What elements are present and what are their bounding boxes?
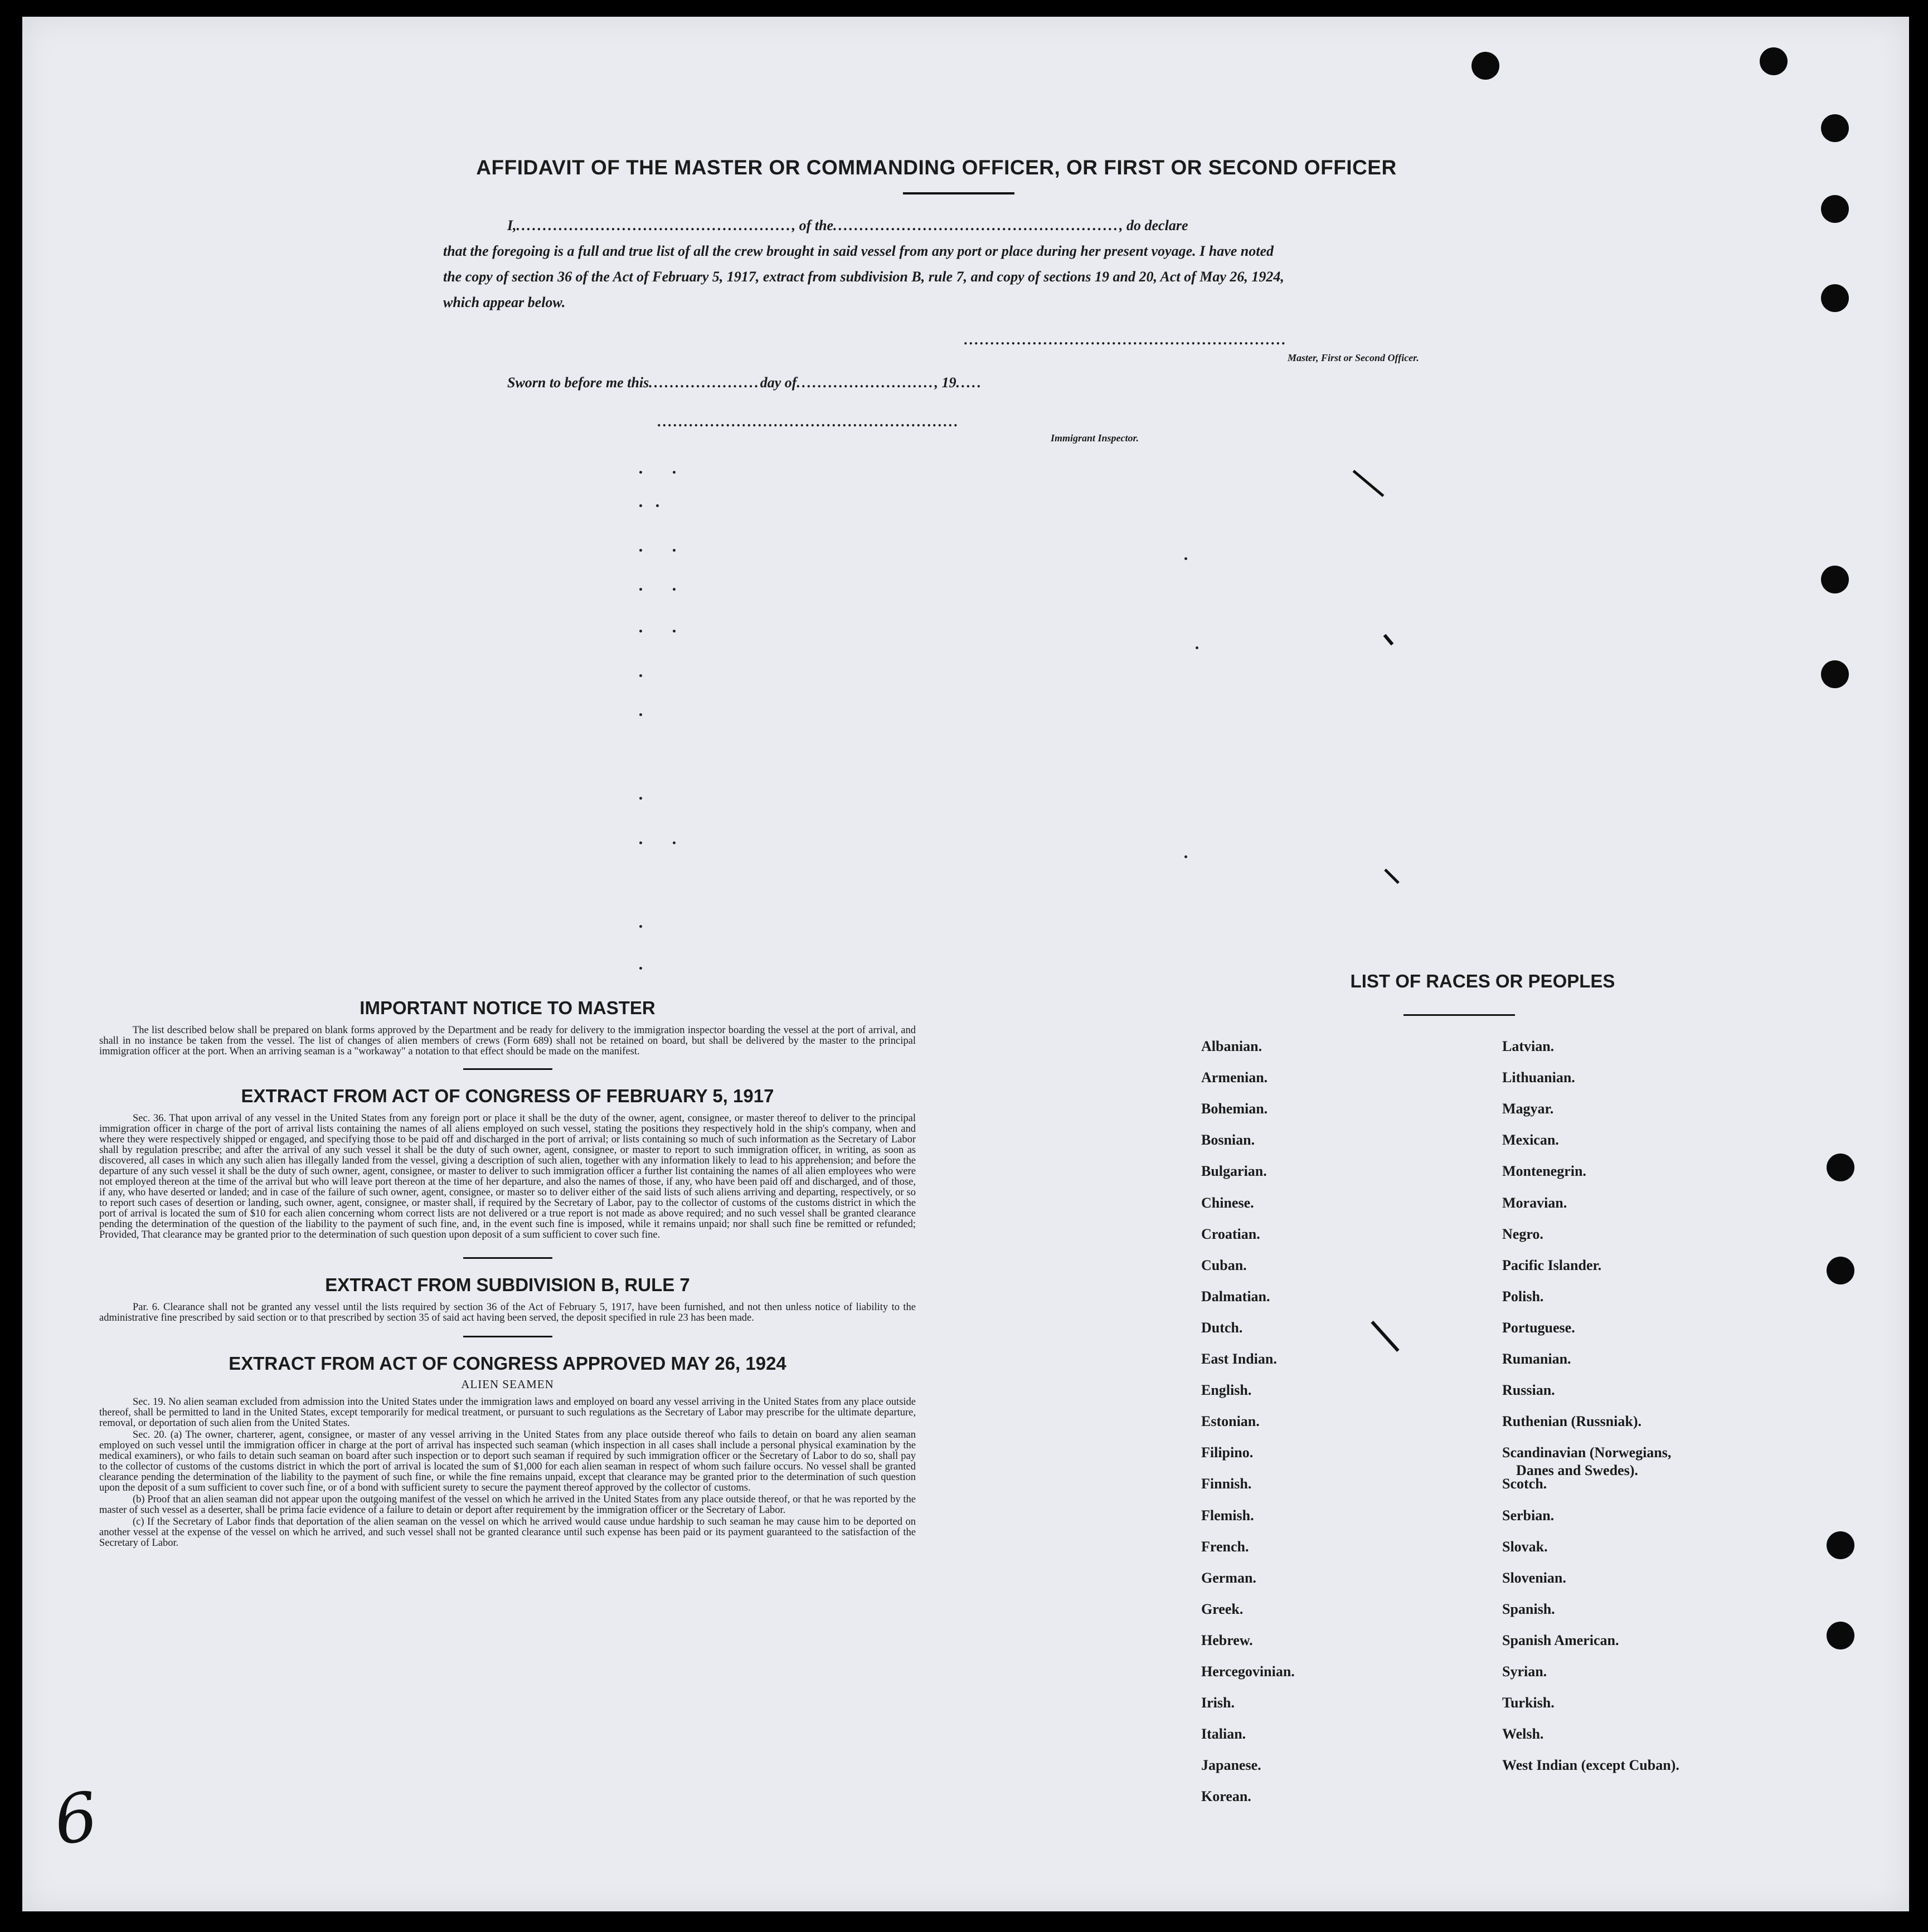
race-item: Flemish. [1201,1507,1254,1524]
race-item: Serbian. [1502,1507,1555,1524]
scan-speck [1184,557,1187,560]
scan-speck [639,674,642,677]
notice-body: The list described below shall be prepared on blank forms approved by the Department and be ready for delivery to the immigration inspector boarding the vessel at the port of arrival, and shall in no instance be taken from the vessel. The list of changes of alien members of crews (Form 689) shall not be retained on board, but shall be delivered by the master to the principal immigration officer at the port. When an arriving seaman is a "workaway" a notation to that effect should be made on the manifest. [99,1025,916,1057]
sworn-day-blank[interactable]: ..................... [649,374,760,391]
scan-speck [639,713,642,716]
sworn-prefix: Sworn to before me this [507,374,649,391]
race-item: Bulgarian. [1201,1163,1267,1180]
race-item: Japanese. [1201,1757,1261,1774]
race-item: Filipino. [1201,1444,1254,1461]
scan-speck [673,841,676,844]
inspector-caption: Immigrant Inspector. [1051,432,1139,444]
punch-hole [1821,284,1849,312]
do-declare-label: , do declare [1119,217,1188,233]
punch-hole [1827,1154,1854,1181]
section-divider [463,1257,552,1259]
extract-rule7-title: EXTRACT FROM SUBDIVISION B, RULE 7 [325,1274,690,1295]
race-item: Chinese. [1201,1194,1254,1211]
race-item: German. [1201,1569,1256,1586]
race-item: Rumanian. [1502,1351,1571,1367]
sec20c-body: (c) If the Secretary of Labor finds that deportation of the alien seaman on the vessel on which he arrived would cause undue hardship to such seaman he may cause him to be deported on another vessel at the expense of the vessel on which he arrived, and such vessel shall not be granted clearance until such expense has been paid or its payment guaranteed to the satisfaction of the Secretary of Labor. [99,1516,916,1549]
punch-hole [1827,1622,1854,1649]
punch-hole [1821,195,1849,223]
race-item: Welsh. [1502,1726,1544,1743]
scan-speck [673,471,676,474]
race-item: Mexican. [1502,1132,1559,1149]
race-item: Albanian. [1201,1038,1262,1054]
affidavit-title: AFFIDAVIT OF THE MASTER OR COMMANDING OFFICER, OR FIRST OR SECOND OFFICER [476,156,1397,179]
race-item: Hebrew. [1201,1632,1253,1648]
inspector-signature-line[interactable]: ......................................................... [658,413,960,430]
year-label: , 19 [934,374,956,391]
scan-speck [656,504,659,507]
race-item: Armenian. [1201,1069,1268,1086]
scan-speck [639,925,642,928]
race-item: Portuguese. [1502,1319,1575,1336]
race-item: Dalmatian. [1201,1288,1270,1305]
race-item: Russian. [1502,1382,1555,1399]
race-item: Croatian. [1201,1225,1260,1242]
name-blank[interactable]: .................................................... [516,217,792,233]
race-item: Spanish American. [1502,1632,1619,1648]
race-item: Latvian. [1502,1038,1555,1054]
section-divider [463,1336,552,1337]
race-item: French. [1201,1538,1249,1555]
race-item: Pacific Islander. [1502,1257,1602,1273]
race-item: Ruthenian (Russniak). [1502,1413,1642,1430]
race-item: Italian. [1201,1726,1246,1743]
title-divider [903,192,1014,194]
sworn-line [507,374,983,391]
race-item: Korean. [1201,1788,1251,1805]
extract-rule7-body: Par. 6. Clearance shall not be granted any vessel until the lists required by section 36 of the Act of February 5, 1917, have been furnished, and not then unless notice of liability to the administrative fine prescribed by said section or to that prescribed by section 35 of said act having been served, the deposit specified in rule 23 has been made. [99,1302,916,1323]
scan-speck [639,797,642,800]
master-signature-line[interactable]: ............................................................. [964,332,1288,348]
race-item: Turkish. [1502,1695,1555,1711]
scan-speck [639,841,642,844]
declaration-line-4: which appear below. [443,294,566,310]
race-item: Scandinavian (Norwegians, [1502,1444,1672,1461]
race-item: Magyar. [1502,1101,1554,1117]
scan-speck [673,588,676,591]
pen-tick [1353,470,1385,497]
race-item: Slovak. [1502,1538,1548,1555]
scan-speck [1184,855,1187,858]
race-item: West Indian (except Cuban). [1502,1757,1679,1774]
race-item: Syrian. [1502,1663,1547,1680]
sworn-year-blank[interactable]: ..... [956,374,983,391]
sec19-body: Sec. 19. No alien seaman excluded from admission into the United States under the immigration laws and employed on board any vessel arriving in the United States from any place outside thereof, shall be permitted to land in the United States, except temporarily for medical treatment, or pursuant to such regulations as the Secretary of Labor may prescribe for the ultimate departure, removal, or deportation of such alien from the United States. [99,1396,916,1429]
races-title-divider [1403,1014,1515,1016]
handwritten-mark: 6 [49,1778,103,1861]
scan-speck [639,630,642,632]
sec20a-body: Sec. 20. (a) The owner, charterer, agent, consignee, or master of any vessel arriving in the United States from any place outside thereof who fails to detain on board any alien seaman employed on such vessel until the immigration officer in charge at the port of arrival has inspected such seaman (which inspection in all cases shall include a personal physical examination by the medical examiners), or who fails to detain such seaman on board after such inspection or to deport such seaman if required by such immigration officer or the Secretary of Labor to do so, shall pay to the collector of customs of the customs district in which the port of arrival is located the sum of $1,000 for each alien seaman in respect of whom such failure occurs. No vessel shall be granted clearance pending the determination of the liability to the payment of such fine, or while the fine remains unpaid, except that clearance may be granted prior to the determination of such question upon the deposit of a sum sufficient to cover such fine, or of a bond with sufficient surety to secure the payment thereof approved by the collector of customs. [99,1429,916,1493]
scan-speck [639,549,642,552]
punch-hole [1821,566,1849,593]
punch-hole [1821,114,1849,142]
race-item: Scotch. [1502,1476,1547,1492]
punch-hole [1827,1531,1854,1559]
race-item: Spanish. [1502,1600,1555,1617]
race-item: Greek. [1201,1600,1244,1617]
scan-speck [639,504,642,507]
pen-tick [1371,1321,1399,1352]
race-item: Slovenian. [1502,1569,1566,1586]
race-item: East Indian. [1201,1351,1277,1367]
race-item: Bohemian. [1201,1101,1268,1117]
race-item: Danes and Swedes). [1516,1462,1638,1479]
race-item: Negro. [1502,1225,1543,1242]
scan-speck [673,630,676,632]
race-item: Estonian. [1201,1413,1260,1430]
sworn-month-blank[interactable]: .......................... [797,374,935,391]
sec20b-body: (b) Proof that an alien seaman did not appear upon the outgoing manifest of the vessel on which he arrived in the United States from any place outside thereof, or that he was reported by the master of such vessel as a deserter, shall be prima facie evidence of a failure to detain or deport after requirement by the immigration officer or the Secretary of Labor. [99,1494,916,1516]
master-signature-caption: Master, First or Second Officer. [1288,352,1419,363]
scan-speck [639,967,642,970]
scan-speck [639,588,642,591]
extract-1917-title: EXTRACT FROM ACT OF CONGRESS OF FEBRUARY 5, 1917 [241,1086,774,1106]
punch-hole [1472,52,1499,80]
race-item: Bosnian. [1201,1132,1255,1149]
pen-tick [1383,634,1394,646]
race-item: Polish. [1502,1288,1544,1305]
declaration-line-1 [507,217,1522,234]
scan-speck [673,549,676,552]
punch-hole [1760,47,1788,75]
race-item: Cuban. [1201,1257,1247,1273]
document-page [22,17,1909,1911]
section-divider [463,1068,552,1070]
race-item: Moravian. [1502,1194,1567,1211]
race-item: English. [1201,1382,1252,1399]
extract-1924-title: EXTRACT FROM ACT OF CONGRESS APPROVED MAY 26, 1924 [229,1353,786,1374]
punch-hole [1827,1257,1854,1284]
declaration-line-2: that the foregoing is a full and true list of all the crew brought in said vessel from any port or place during her present voyage. I have noted [443,243,1274,259]
race-item: Hercegovinian. [1201,1663,1295,1680]
of-the-label: , of the [791,217,834,233]
punch-hole [1821,660,1849,688]
notices-column [99,997,916,1550]
scan-speck [639,471,642,474]
race-item: Irish. [1201,1695,1235,1711]
pen-tick [1384,869,1400,884]
notice-title: IMPORTANT NOTICE TO MASTER [360,997,655,1018]
extract-1917-body: Sec. 36. That upon arrival of any vessel in the United States from any foreign port or place it shall be the duty of the owner, agent, consignee, or master thereof to deliver to the principal immigration officer in charge of the port of arrival lists containing the names of all aliens employed on such vessel, stating the positions they respectively hold in the ship's company, when and where they were respectively shipped or engaged, and specifying those to be paid off and discharged in the port of arrival; or lists containing so much of such information as the Secretary of Labor shall by regulation prescribe; and after the arrival of any such vessel it shall be the duty of such owner, agent, consignee, or master to report to such immigration officer, in writing, as soon as discovered, all cases in which any such alien has illegally landed from the vessel, giving a description of such alien, together with any information likely to lead to his apprehension; and before the departure of any such vessel it shall be the duty of such owner, agent, consignee, or master to deliver to such immigration officer a further list containing the names of all alien employees who were not employed thereon at the time of the arrival but who will leave port thereon at the time of her departure, and also the names of those, if any, who have been paid off and discharged, and of those, if any, who have deserted or landed; and in case of the failure of such owner, agent, consignee, or master so to deliver either of the said lists of such aliens arriving and departing, respectively, or so to report such cases of desertion or landing, such owner, agent, consignee, or master shall, if required by the Secretary of Labor, pay to the collector of customs of the customs district in which the port of arrival is located the sum of $10 for each alien concerning whom correct lists are not delivered or a true report is not made as above required; and no such vessel shall be granted clearance pending the determination of the question of the liability to the payment of such fine, and, in the event such fine is imposed, while it remains unpaid; nor shall such fine be remitted or refunded; Provided, That clearance may be granted prior to the determination of such question upon deposit of a sum sufficient to cover such fine. [99,1113,916,1240]
race-item: Montenegrin. [1502,1163,1586,1180]
race-item: Dutch. [1201,1319,1243,1336]
extract-1924-subtitle: ALIEN SEAMEN [461,1378,554,1391]
day-of-label: day of [760,374,797,391]
scan-speck [1196,646,1198,649]
race-item: Lithuanian. [1502,1069,1575,1086]
declaration-line-3: the copy of section 36 of the Act of February 5, 1917, extract from subdivision B, rule 7, and copy of sections 19 and 20, Act of May 26, 1924, [443,269,1284,285]
i-label: I, [507,217,517,233]
races-title: LIST OF RACES OR PEOPLES [1350,971,1615,991]
vessel-blank[interactable]: ...................................................... [833,217,1120,233]
race-item: Finnish. [1201,1476,1252,1492]
